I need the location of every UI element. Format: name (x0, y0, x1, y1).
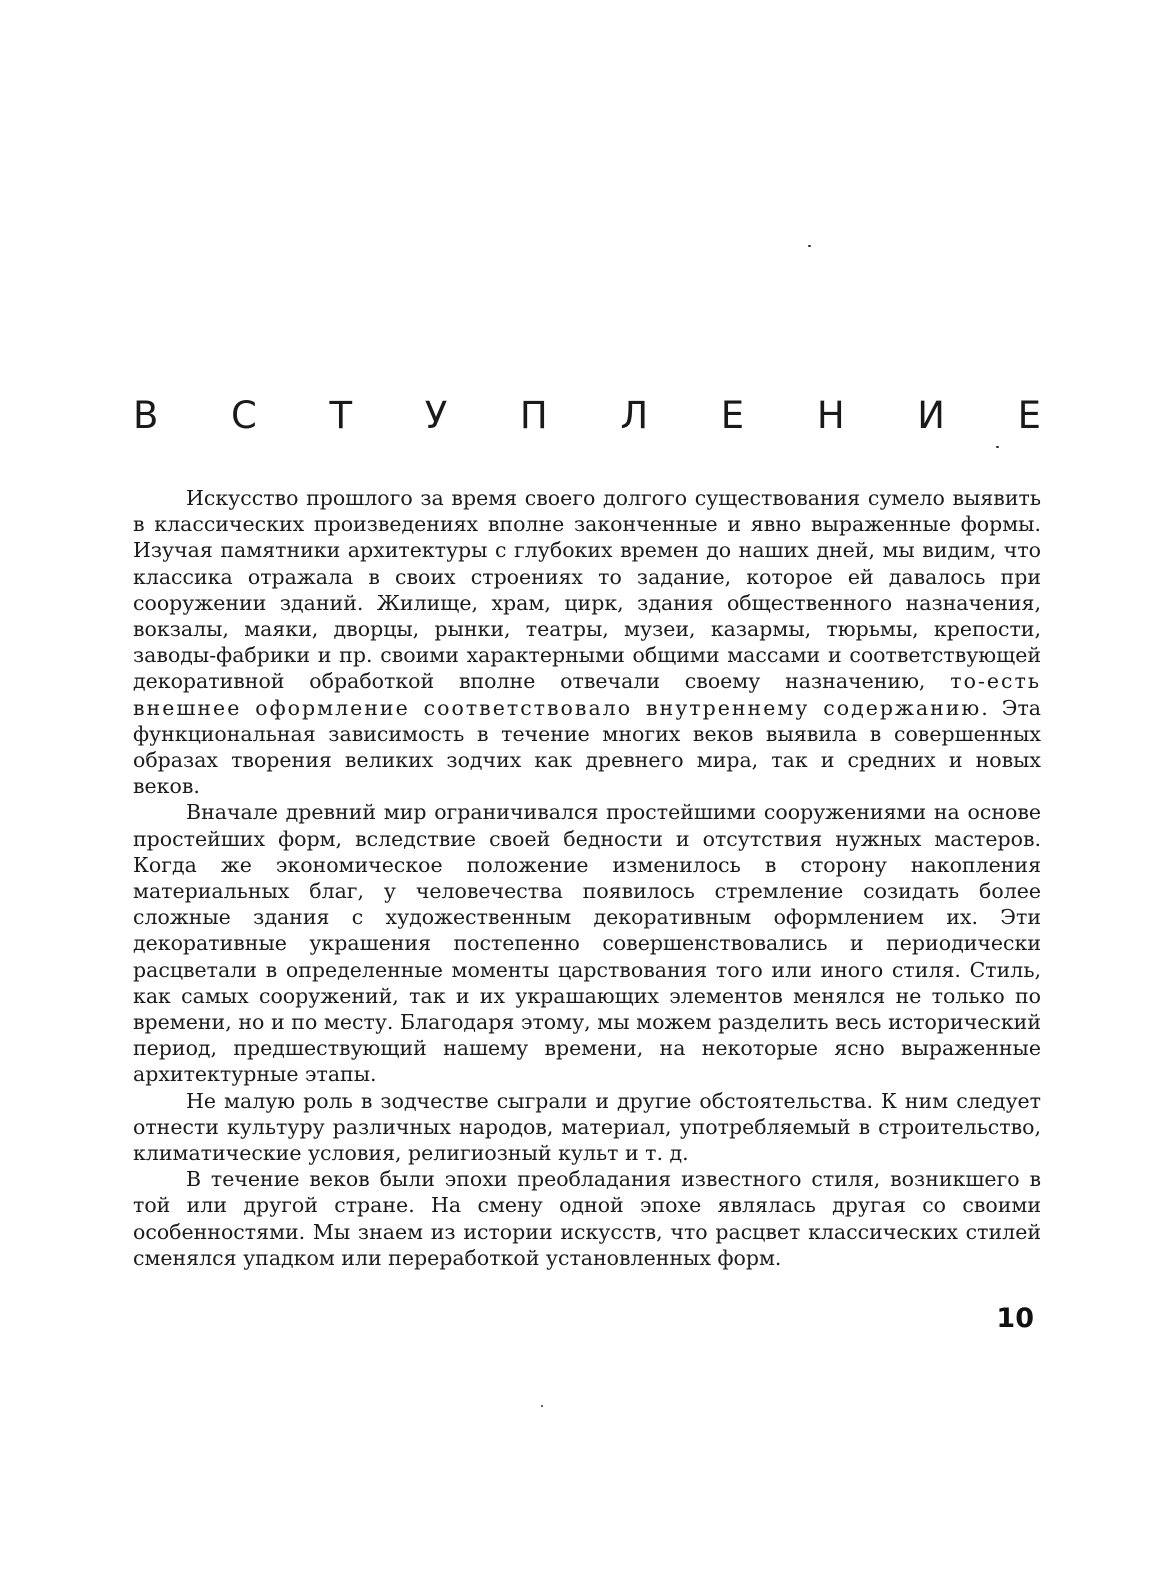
paragraph: В течение веков были эпохи преобладания известного стиля, возникшего в той или другой стране. На смену одной эпохе являлась другая со своими особенностями. Мы знаем из истории искусств, что расцвет классических стилей сменялся упадком или переработкой установленных форм. (133, 1167, 1041, 1270)
page-number: 10 (996, 1303, 1034, 1334)
title-letter: Л (620, 393, 649, 437)
chapter-title (133, 390, 1041, 440)
paragraph: Вначале древний мир ограничивался простейшими сооружениями на основе простейших форм, вследствие своей бедности и отсутствия нужных мастеров. Когда же экономическое положение изменилось в сторону накопления материальных благ, у человечества появилось стремление созидать более сложные здания с художественным декоративным оформлением их. Эти декоративные украшения постепенно совершенствовались и периодически расцветали в определенные моменты царствования того или иного стиля. Стиль, как самых сооружений, так и их украшающих элементов менялся не только по времени, но и по месту. Благодаря этому, мы можем разделить весь исторический период, предшествующий нашему времени, на некоторые ясно выраженные архитектурные этапы. (133, 800, 1041, 1087)
paragraph: Не малую роль в зодчестве сыграли и другие обстоятельства. К ним следует отнести культуру различных народов, материал, употребляемый в строительство, климатические условия, религиозный культ и т. д. (133, 1088, 1041, 1166)
title-letter: Е (720, 393, 745, 437)
paragraph (133, 485, 1041, 799)
body-text (133, 485, 1041, 1271)
paragraph-text: Искусство прошлого за время своего долгого существования сумело выявить в классических произведениях вполне законченные и явно выраженные формы. Изучая памятники архитектуры с глубоких времен до наших дней, мы видим, что классика отражала в своих строениях то задание, которое ей давалось при сооружении зданий. Жилище, храм, цирк, здания общественного назначения, вокзалы, маяки, дворцы, рынки, театры, музеи, казармы, тюрьмы, крепости, заводы-фабрики и пр. своими характерными общими массами и соответствующей декоративной обработкой вполне отвечали своему назначению, (133, 486, 1041, 694)
title-letter: В (133, 393, 159, 437)
title-letter: Е (1017, 393, 1041, 437)
title-letter: Н (816, 393, 845, 437)
title-letter: Т (329, 393, 353, 437)
emphasized-text: то-есть внешнее оформление соответствовало внутреннему содержанию. (133, 669, 1041, 720)
title-letter: У (424, 393, 448, 437)
title-letter: И (917, 393, 945, 437)
title-letter: П (519, 393, 548, 437)
paragraph-text: Эта функциональная зависимость в течение многих веков выявила в совершенных образах творения великих зодчих как древнего мира, так и средних и новых веков. (133, 695, 1042, 799)
scan-speck (996, 446, 999, 448)
scan-speck (808, 245, 811, 247)
title-letter: С (231, 393, 257, 437)
scan-speck (541, 1405, 543, 1407)
